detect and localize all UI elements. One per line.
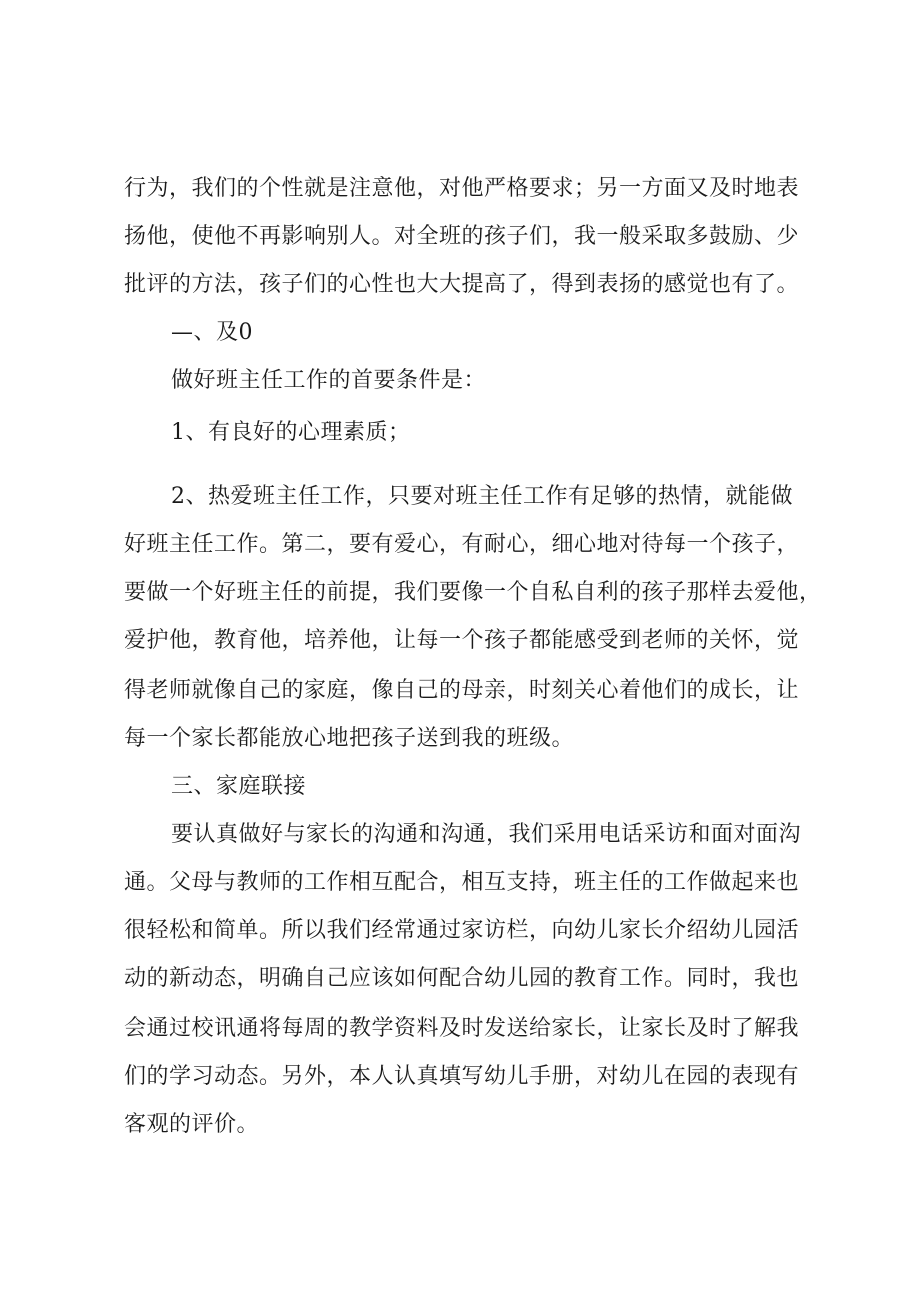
- list-item-1: 1、有良好的心理素质；: [171, 420, 411, 445]
- paragraph-2-line-5: 得老师就像自己的家庭，像自己的母亲，时刻关心着他们的成长，让: [124, 678, 800, 703]
- paragraph-3-line-7: 客观的评价。: [124, 1112, 260, 1137]
- paragraph-3-line-5: 会通过校讯通将每周的教学资料及时发送给家长，让家长及时了解我: [124, 1016, 800, 1041]
- paragraph-2-line-6: 每一个家长都能放心地把孩子送到我的班级。: [124, 726, 575, 751]
- paragraph-3-line-2: 通。父母与教师的工作相互配合，相互支持，班主任的工作做起来也: [124, 870, 800, 895]
- paragraph-1-line-3: 批评的方法，孩子们的心性也大大提高了，得到表扬的感觉也有了。: [124, 272, 800, 297]
- section-heading-2: —、及0: [171, 320, 253, 345]
- paragraph-3-line-3: 很轻松和简单。所以我们经常通过家访栏，向幼儿家长介绍幼儿园活: [124, 918, 800, 943]
- paragraph-3-line-4: 动的新动态，明确自己应该如何配合幼儿园的教育工作。同时，我也: [124, 966, 800, 991]
- paragraph-3-line-6: 们的学习动态。另外，本人认真填写幼儿手册，对幼儿在园的表现有: [124, 1064, 800, 1089]
- paragraph-2-line-2: 好班主任工作。第二，要有爱心，有耐心，细心地对待每一个孩子，: [124, 532, 800, 557]
- paragraph-2-line-4: 爱护他，教育他，培养他，让每一个孩子都能感受到老师的关怀，觉: [124, 628, 800, 653]
- paragraph-2-line-3: 要做一个好班主任的前提，我们要像一个自私自利的孩子那样去爱他，: [124, 580, 822, 605]
- section-heading-3: 三、家庭联接: [171, 774, 307, 799]
- paragraph-1-line-2: 扬他，使他不再影响别人。对全班的孩子们，我一般采取多鼓励、少: [124, 224, 800, 249]
- paragraph-1-line-1: 行为，我们的个性就是注意他，对他严格要求；另一方面又及时地表: [124, 176, 800, 201]
- paragraph-3-line-1: 要认真做好与家长的沟通和沟通，我们采用电话采访和面对面沟: [171, 822, 802, 847]
- intro-line: 做好班主任工作的首要条件是：: [171, 368, 487, 393]
- paragraph-2-line-1: 2、热爱班主任工作，只要对班主任工作有足够的热情，就能做: [171, 484, 793, 509]
